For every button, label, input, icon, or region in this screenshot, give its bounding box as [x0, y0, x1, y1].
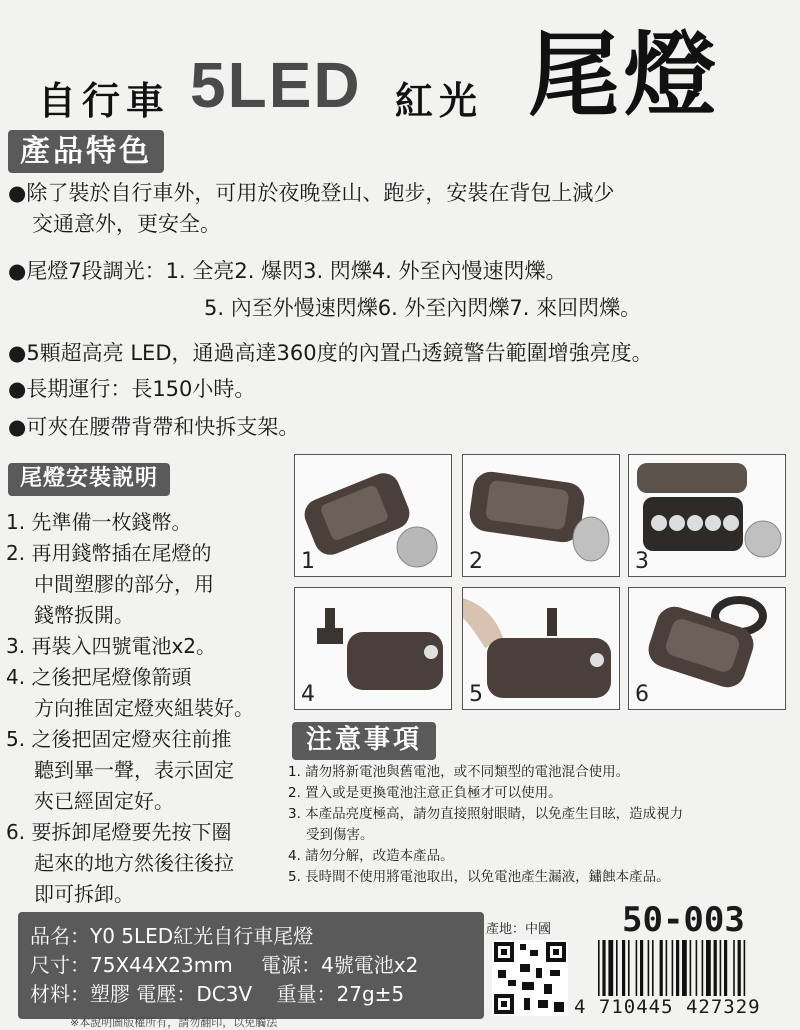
photo-number: 2 [469, 549, 483, 574]
barcode-bar [733, 940, 735, 996]
barcode-bar [660, 940, 663, 996]
barcode-bar [702, 940, 704, 996]
barcode-bar [714, 940, 717, 996]
barcode-bar [652, 940, 654, 996]
features-heading: 產品特色 [8, 130, 164, 173]
spec-row-size-power [30, 951, 472, 980]
barcode-number: 4 710445 427329 [574, 996, 761, 1018]
caution-item: 1. 請勿將新電池與舊電池，或不同類型的電池混合使用。 [288, 764, 630, 780]
spec-box [18, 912, 484, 1019]
barcode-bar [690, 940, 692, 996]
title-prefix: 自行車 [38, 79, 171, 123]
caution-list [288, 762, 683, 888]
model-number: 50-003 [622, 900, 745, 940]
barcode-bar [682, 940, 687, 996]
barcode-bar [648, 940, 650, 996]
feature-line: 5. 內至外慢速閃爍6. 外至內閃爍7. 來回閃爍。 [204, 296, 642, 320]
feature-line: ●尾燈7段調光：1. 全亮2. 爆閃3. 閃爍4. 外至內慢速閃爍。 [8, 259, 567, 283]
barcode-bar [628, 940, 630, 996]
feature-item-3: ●5顆超高亮 LED，通過高達360度的內置凸透鏡警告範圍增強亮度。 [8, 341, 653, 365]
qr-code-icon [492, 940, 568, 1016]
barcode-bar [602, 940, 605, 996]
step-line: 即可拆卸。 [34, 882, 134, 906]
taillight-battery-icon [629, 455, 785, 576]
step-line: 聽到畢一聲，表示固定 [34, 758, 234, 782]
step-line: 5. 之後把固定燈夾往前推 [6, 727, 232, 751]
barcode-bar [738, 940, 741, 996]
spec-name: 品名：Y0 5LED紅光自行車尾燈 [30, 924, 314, 948]
barcode-bar [616, 940, 618, 996]
origin: 產地：中國 [486, 922, 552, 937]
install-steps [6, 507, 254, 910]
spec-size: 尺寸：75X44X23mm [30, 953, 233, 977]
barcode-bar [696, 940, 698, 996]
feature-item-1 [8, 178, 614, 240]
barcode-bar [720, 940, 722, 996]
title-led: 5LED [190, 49, 362, 121]
barcode-bar [666, 940, 668, 996]
barcode-bar [676, 940, 679, 996]
taillight-hand-icon [463, 588, 619, 709]
taillight-mounted-icon [629, 588, 785, 709]
title-color: 紅光 [395, 79, 484, 123]
barcode-bar [640, 940, 643, 996]
barcode-icon [596, 940, 790, 996]
photo-number: 4 [301, 682, 315, 707]
photo-number: 3 [635, 549, 649, 574]
step-line: 2. 再用錢幣插在尾燈的 [6, 541, 212, 565]
step-line: 方向推固定燈夾組裝好。 [34, 696, 254, 720]
caution-item: 2. 置入或是更換電池注意正負極才可以使用。 [288, 785, 562, 801]
taillight-coin-icon [463, 455, 619, 576]
install-photo-3 [628, 454, 786, 577]
spec-row-material-weight [30, 980, 472, 1009]
barcode-bar [724, 940, 727, 996]
feature-line: 交通意外，更安全。 [32, 212, 221, 236]
install-photo-5 [462, 587, 620, 710]
install-photo-1 [294, 454, 452, 577]
barcode-bar [744, 940, 746, 996]
install-photo-2 [462, 454, 620, 577]
barcode-bar [636, 940, 638, 996]
barcode-bar [598, 940, 600, 996]
step-line: 4. 之後把尾燈像箭頭 [6, 665, 192, 689]
install-photo-4 [294, 587, 452, 710]
title-main: 尾燈 [528, 22, 721, 129]
barcode-bar [622, 940, 625, 996]
caution-heading: 注意事項 [292, 722, 436, 760]
spec-weight: 重量：27g±5 [276, 982, 405, 1006]
feature-item-4: ●長期運行：長150小時。 [8, 377, 256, 401]
taillight-open-icon [295, 455, 451, 576]
caution-item: 5. 長時間不使用將電池取出，以免電池產生漏液，鏽蝕本產品。 [288, 869, 670, 885]
step-line: 夾已經固定好。 [34, 789, 174, 813]
taillight-clip-icon [295, 588, 451, 709]
caution-item: 4. 請勿分解，改造本產品。 [288, 848, 454, 864]
spec-power: 電源：4號電池x2 [261, 953, 419, 977]
photo-number: 6 [635, 682, 649, 707]
barcode-bar [672, 940, 674, 996]
feature-item-2 [8, 256, 641, 324]
install-photo-6 [628, 587, 786, 710]
step-line: 6. 要拆卸尾燈要先按下圈 [6, 820, 232, 844]
caution-item: 3. 本產品亮度極高，請勿直接照射眼睛，以免產生目眩，造成視力 [288, 806, 684, 822]
step-line: 1. 先準備一枚錢幣。 [6, 510, 192, 534]
step-line: 起來的地方然後往後拉 [34, 851, 234, 875]
barcode-bar [706, 940, 711, 996]
copyright-note: ※本說明圖版權所有，請勿翻印，以免觸法 [70, 1016, 278, 1029]
feature-line: ●除了裝於自行車外，可用於夜晚登山、跑步，安裝在背包上減少 [8, 181, 615, 205]
feature-item-5: ●可夾在腰帶背帶和快拆支架。 [8, 415, 300, 439]
barcode-bar [608, 940, 613, 996]
photo-number: 1 [301, 549, 315, 574]
spec-material: 材料：塑膠 電壓：DC3V [30, 982, 253, 1006]
step-line: 錢幣扳開。 [34, 603, 134, 627]
caution-item: 受到傷害。 [306, 827, 374, 843]
step-line: 中間塑膠的部分，用 [34, 572, 214, 596]
install-heading: 尾燈安裝説明 [8, 463, 170, 496]
photo-number: 5 [469, 682, 483, 707]
step-line: 3. 再裝入四號電池x2。 [6, 634, 216, 658]
